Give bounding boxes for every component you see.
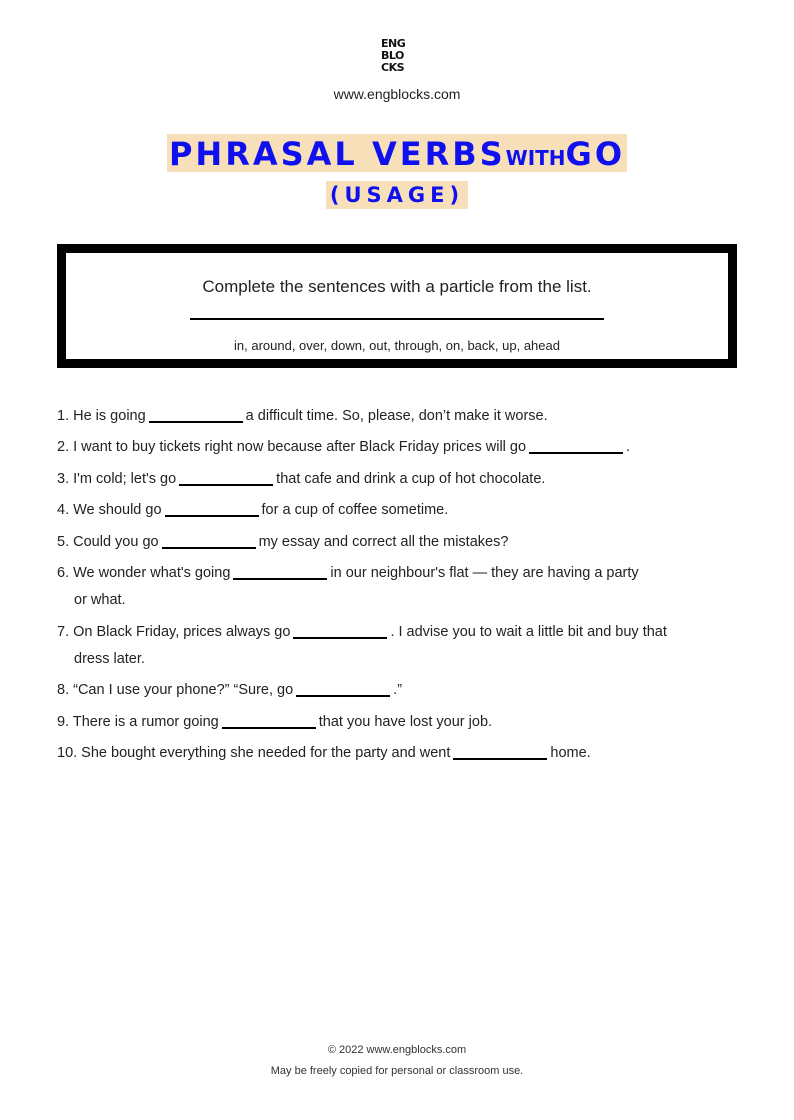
divider (190, 318, 604, 320)
sentence-continuation: or what. (74, 592, 126, 608)
logo-line: ENG (381, 37, 406, 50)
answer-blank[interactable] (179, 469, 273, 486)
sentence-end: .” (393, 682, 403, 698)
exercise-item (57, 619, 747, 673)
answer-blank[interactable] (293, 622, 387, 639)
logo-line: BLO (381, 49, 404, 62)
answer-blank[interactable] (165, 500, 259, 517)
sentence-start: 3. I'm cold; let's go (57, 471, 177, 487)
answer-blank[interactable] (233, 563, 327, 580)
exercise-item (57, 709, 747, 736)
sentence-start: 5. Could you go (57, 534, 159, 550)
exercise-item (57, 677, 747, 704)
sentence-start: 6. We wonder what's going (57, 565, 231, 581)
sentence-end: for a cup of coffee sometime. (261, 502, 449, 518)
sentence-end: my essay and correct all the mistakes? (258, 534, 509, 550)
answer-blank[interactable] (296, 680, 390, 697)
sentence-end: . (626, 439, 631, 455)
sentence-start: 4. We should go (57, 502, 162, 518)
sentence-end: in our neighbour's flat — they are having a party (330, 565, 639, 581)
sentence-end: that you have lost your job. (318, 714, 493, 730)
logo-line: CKS (381, 61, 405, 74)
sentence-end: that cafe and drink a cup of hot chocolate. (276, 471, 546, 487)
sentence-start: 10. She bought everything she needed for the party and went (57, 745, 451, 761)
sentence-start: 9. There is a rumor going (57, 714, 219, 730)
instruction-box (57, 244, 737, 368)
exercise-item (57, 740, 747, 767)
particle-list: in, around, over, down, out, through, on, back, up, ahead (234, 338, 560, 353)
exercise-item (57, 497, 747, 524)
sentence-end: . I advise you to wait a little bit and buy that (390, 624, 667, 640)
title-highlight (167, 134, 627, 172)
sentence-start: 1. He is going (57, 408, 146, 424)
exercise-item (57, 560, 747, 614)
exercise-item (57, 403, 747, 430)
title-verb: GO (565, 135, 626, 173)
answer-blank[interactable] (162, 532, 256, 549)
sentence-start: 2. I want to buy tickets right now because after Black Friday prices will go (57, 439, 527, 455)
worksheet-subtitle (0, 181, 794, 209)
sentence-start: 8. “Can I use your phone?” “Sure, go (57, 682, 294, 698)
footer-copyright: © 2022 www.engblocks.com (327, 1044, 467, 1056)
footer-license: May be freely copied for personal or classroom use. (270, 1065, 524, 1077)
sentence-continuation: dress later. (74, 651, 145, 667)
exercise-item (57, 529, 747, 556)
title-main: PHRASAL VERBS (168, 135, 506, 173)
subtitle-usage: (USAGE) (326, 181, 468, 209)
worksheet-title (0, 134, 794, 172)
exercise-item (57, 466, 747, 493)
sentence-start: 7. On Black Friday, prices always go (57, 624, 291, 640)
title-with: WITH (505, 146, 566, 170)
instruction-text: Complete the sentences with a particle from the list. (202, 277, 592, 296)
answer-blank[interactable] (453, 743, 547, 760)
website-url[interactable]: www.engblocks.com (333, 86, 461, 102)
sentence-end: a difficult time. So, please, don’t make it worse. (245, 408, 548, 424)
exercise-item (57, 434, 747, 461)
answer-blank[interactable] (149, 406, 243, 423)
engblocks-logo (381, 38, 415, 74)
sentence-end: home. (550, 745, 591, 761)
answer-blank[interactable] (529, 437, 623, 454)
answer-blank[interactable] (222, 712, 316, 729)
